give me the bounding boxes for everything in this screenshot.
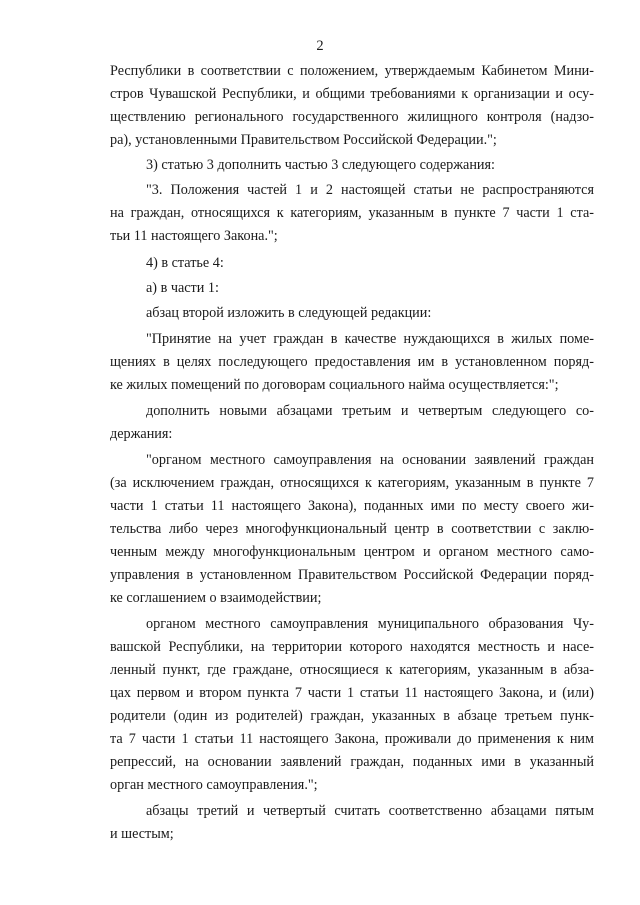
text-line: цах первом и втором пункта 7 части 1 статьи 11 настоящего Закона, и (или) [110, 685, 594, 701]
text-line: и шестым; [110, 826, 174, 842]
text-line: родители (один из родителей) граждан, указанных в абзаце третьем пунк- [110, 708, 594, 724]
paragraph-quote-organ-2 [110, 613, 594, 797]
text-line: та 7 части 1 статьи 11 настоящего Закона, проживали до применения к ним [110, 731, 594, 747]
text-line: а) в части 1: [146, 280, 219, 296]
text-line: абзацы третий и четвертый считать соответственно абзацами пятым [146, 803, 594, 819]
text-line: дополнить новыми абзацами третьим и четвертым следующего со- [146, 403, 594, 419]
paragraph-renumber [110, 800, 594, 846]
text-line: органом местного самоуправления муниципального образования Чу- [146, 616, 594, 632]
text-line: щениях в целях последующего предоставления им в установленном поряд- [110, 354, 594, 370]
text-line: держания: [110, 426, 173, 442]
paragraph-quote-registration [110, 328, 594, 397]
text-line: на граждан, относящихся к категориям, указанным в пункте 7 части 1 ста- [110, 205, 594, 221]
paragraph-quote-organ-1 [110, 449, 594, 610]
text-line: управления в установленном Правительством Российской Федерации поряд- [110, 567, 594, 583]
text-line: ленный пункт, где граждане, относящиеся к категориям, указанным в абза- [110, 662, 594, 678]
text-line: орган местного самоуправления."; [110, 777, 318, 793]
text-line: вашской Республики, на территории которого находятся местность и насе- [110, 639, 594, 655]
text-line: стров Чувашской Республики, и общими требованиями к организации и осу- [110, 86, 594, 102]
text-line: ченным между многофункциональным центром и органом местного само- [110, 544, 594, 560]
paragraph-continuation [110, 60, 594, 152]
text-line: тельства либо через многофункциональный центр в соответствии с заклю- [110, 521, 594, 537]
paragraph-quote-part-3 [110, 179, 594, 248]
paragraph-add-abzacy [110, 400, 594, 446]
text-line: "3. Положения частей 1 и 2 настоящей статьи не распространяются [146, 182, 594, 198]
text-line: ществлению регионального государственного жилищного контроля (надзо- [110, 109, 594, 125]
paragraph-item-4 [110, 252, 594, 275]
text-line: (за исключением граждан, относящихся к категориям, указанным в пункте 7 [110, 475, 594, 491]
text-line: ке соглашением о взаимодействии; [110, 590, 322, 606]
paragraph-item-4a [110, 277, 594, 300]
text-line: "Принятие на учет граждан в качестве нуждающихся в жилых поме- [146, 331, 594, 347]
text-line: репрессий, на основании заявлений граждан, поданных ими в указанный [110, 754, 594, 770]
page-number: 2 [316, 38, 324, 54]
text-line: Республики в соответствии с положением, утверждаемым Кабинетом Мини- [110, 63, 594, 79]
document-body [110, 60, 594, 846]
text-line: 3) статью 3 дополнить частью 3 следующего содержания: [146, 157, 495, 173]
text-line: абзац второй изложить в следующей редакции: [146, 305, 432, 321]
text-line: ке жилых помещений по договорам социального найма осуществляется:"; [110, 377, 559, 393]
text-line: тьи 11 настоящего Закона."; [110, 228, 278, 244]
text-line: части 1 статьи 11 настоящего Закона), поданных ими по месту своего жи- [110, 498, 594, 514]
text-line: 4) в статье 4: [146, 255, 224, 271]
paragraph-abzac-2 [110, 302, 594, 325]
text-line: ра), установленными Правительством Российской Федерации."; [110, 132, 497, 148]
text-line: "органом местного самоуправления на основании заявлений граждан [146, 452, 594, 468]
paragraph-item-3 [110, 154, 594, 177]
